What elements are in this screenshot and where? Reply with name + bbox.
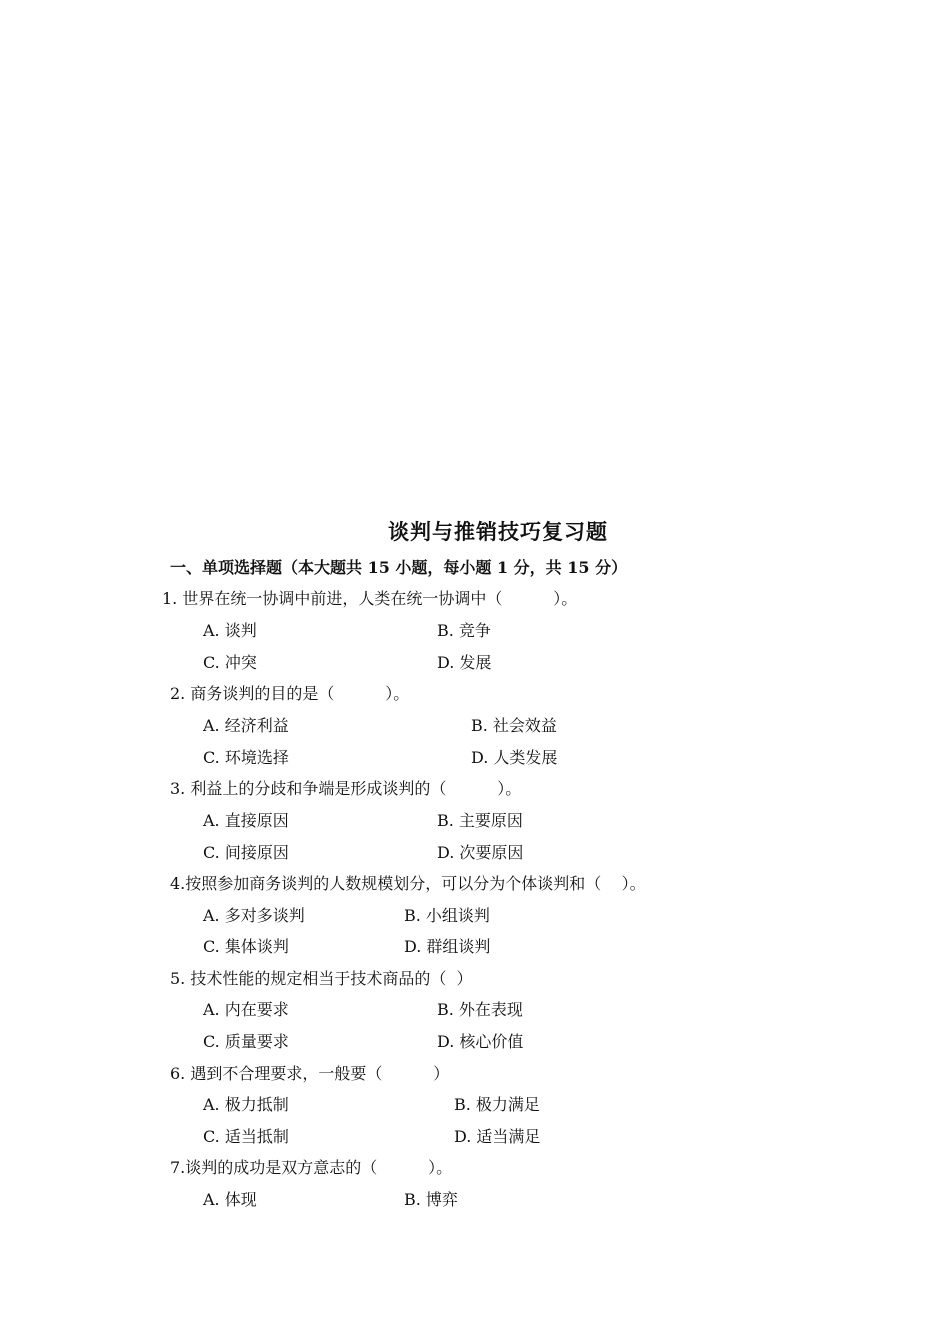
question-4: 4.按照参加商务谈判的人数规模划分，可以分为个体谈判和（ ）。 <box>170 874 646 893</box>
question-4-option-b: B. 小组谈判 <box>404 906 490 925</box>
question-2-option-a: A. 经济利益 <box>203 716 289 735</box>
question-1-option-d: D. 发展 <box>437 653 492 672</box>
question-6-option-a: A. 极力抵制 <box>203 1095 289 1114</box>
question-5-option-d: D. 核心价值 <box>437 1032 524 1051</box>
question-3-option-d: D. 次要原因 <box>437 843 524 862</box>
question-4-option-a: A. 多对多谈判 <box>203 906 305 925</box>
question-1-option-c: C. 冲突 <box>203 653 257 672</box>
document-title: 谈判与推销技巧复习题 <box>388 519 608 544</box>
question-1-option-b: B. 竞争 <box>437 621 491 640</box>
question-5-option-b: B. 外在表现 <box>437 1000 523 1019</box>
question-5-option-a: A. 内在要求 <box>203 1000 289 1019</box>
question-7-option-b: B. 博弈 <box>404 1190 458 1209</box>
question-7-option-a: A. 体现 <box>203 1190 257 1209</box>
question-3-option-b: B. 主要原因 <box>437 811 523 830</box>
question-3-option-a: A. 直接原因 <box>203 811 289 830</box>
question-6-option-b: B. 极力满足 <box>454 1095 540 1114</box>
question-4-option-d: D. 群组谈判 <box>404 937 491 956</box>
question-6-option-c: C. 适当抵制 <box>203 1127 289 1146</box>
question-3-option-c: C. 间接原因 <box>203 843 289 862</box>
question-2-option-c: C. 环境选择 <box>203 748 289 767</box>
question-5: 5. 技术性能的规定相当于技术商品的（ ） <box>170 969 473 988</box>
question-2-option-b: B. 社会效益 <box>471 716 557 735</box>
question-6-option-d: D. 适当满足 <box>454 1127 541 1146</box>
question-6: 6. 遇到不合理要求，一般要（ ） <box>170 1064 450 1083</box>
question-4-option-c: C. 集体谈判 <box>203 937 289 956</box>
question-5-option-c: C. 质量要求 <box>203 1032 289 1051</box>
question-2: 2. 商务谈判的目的是（ ）。 <box>170 684 410 703</box>
question-3: 3. 利益上的分歧和争端是形成谈判的（ ）。 <box>170 779 522 798</box>
question-1: 1. 世界在统一协调中前进，人类在统一协调中（ ）。 <box>162 589 578 608</box>
question-7: 7.谈判的成功是双方意志的（ ）。 <box>170 1158 453 1177</box>
section-heading: 一、单项选择题（本大题共 15 小题，每小题 1 分，共 15 分） <box>170 558 628 577</box>
question-1-option-a: A. 谈判 <box>203 621 257 640</box>
question-2-option-d: D. 人类发展 <box>471 748 558 767</box>
